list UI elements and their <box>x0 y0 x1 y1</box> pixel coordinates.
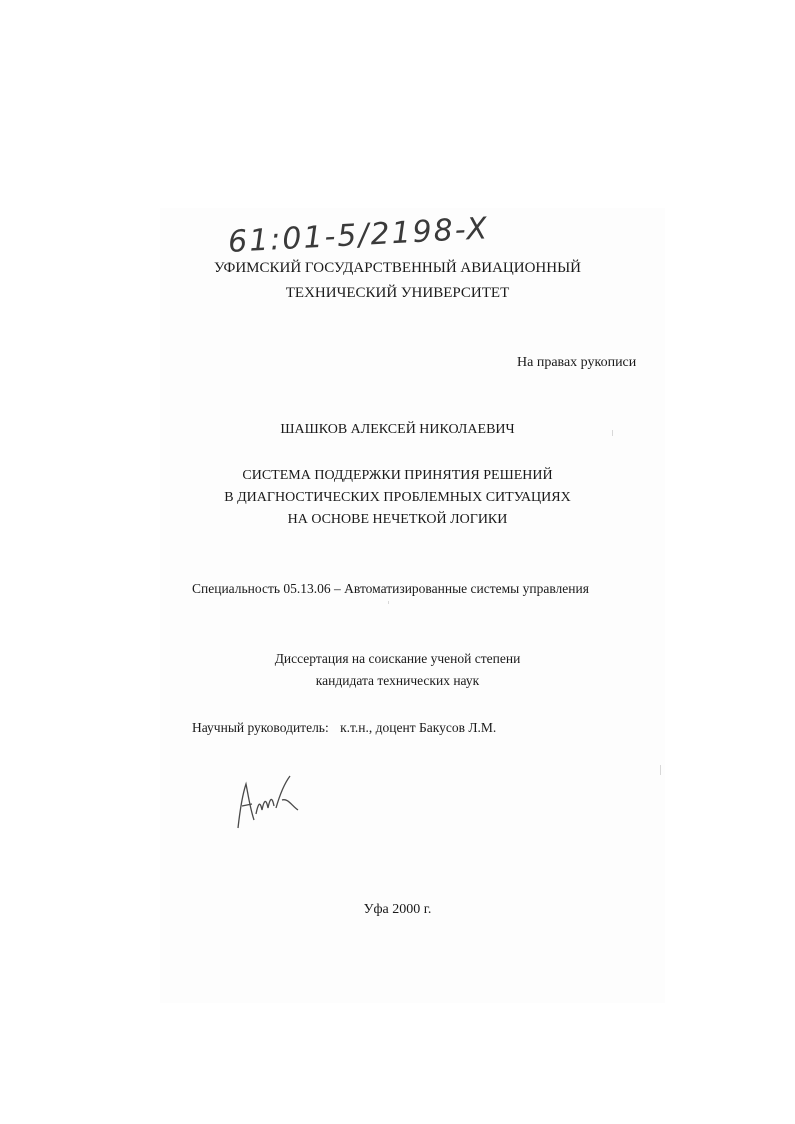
degree-line1: Диссертация на соискание ученой степени <box>274 651 521 666</box>
supervisor <box>192 720 496 736</box>
scan-speck <box>388 601 389 604</box>
dissertation-title-line3: НА ОСНОВЕ НЕЧЕТКОЙ ЛОГИКИ <box>287 512 508 527</box>
scan-speck <box>660 765 661 775</box>
signature-image <box>232 770 322 830</box>
archive-number-handwritten: 61:01-5/2198-X <box>227 211 490 260</box>
manuscript-rights: На правах рукописи <box>517 355 637 370</box>
scanned-sheet <box>160 208 665 1003</box>
university-name-line1: УФИМСКИЙ ГОСУДАРСТВЕННЫЙ АВИАЦИОННЫЙ <box>213 260 581 276</box>
degree-line2: кандидата технических наук <box>315 673 480 688</box>
dissertation-title-line2: В ДИАГНОСТИЧЕСКИХ ПРОБЛЕМНЫХ СИТУАЦИЯХ <box>224 490 571 505</box>
dissertation-title-line1: СИСТЕМА ПОДДЕРЖКИ ПРИНЯТИЯ РЕШЕНИЙ <box>242 468 553 483</box>
scan-speck <box>612 430 613 436</box>
supervisor-value: к.т.н., доцент Бакусов Л.М. <box>340 720 497 735</box>
place-and-year: Уфа 2000 г. <box>363 902 432 917</box>
supervisor-label: Научный руководитель: <box>192 720 329 735</box>
university-name-line2: ТЕХНИЧЕСКИЙ УНИВЕРСИТЕТ <box>285 285 510 301</box>
author-name: ШАШКОВ АЛЕКСЕЙ НИКОЛАЕВИЧ <box>280 422 515 437</box>
specialty: Специальность 05.13.06 – Автоматизированные системы управления <box>192 581 589 596</box>
